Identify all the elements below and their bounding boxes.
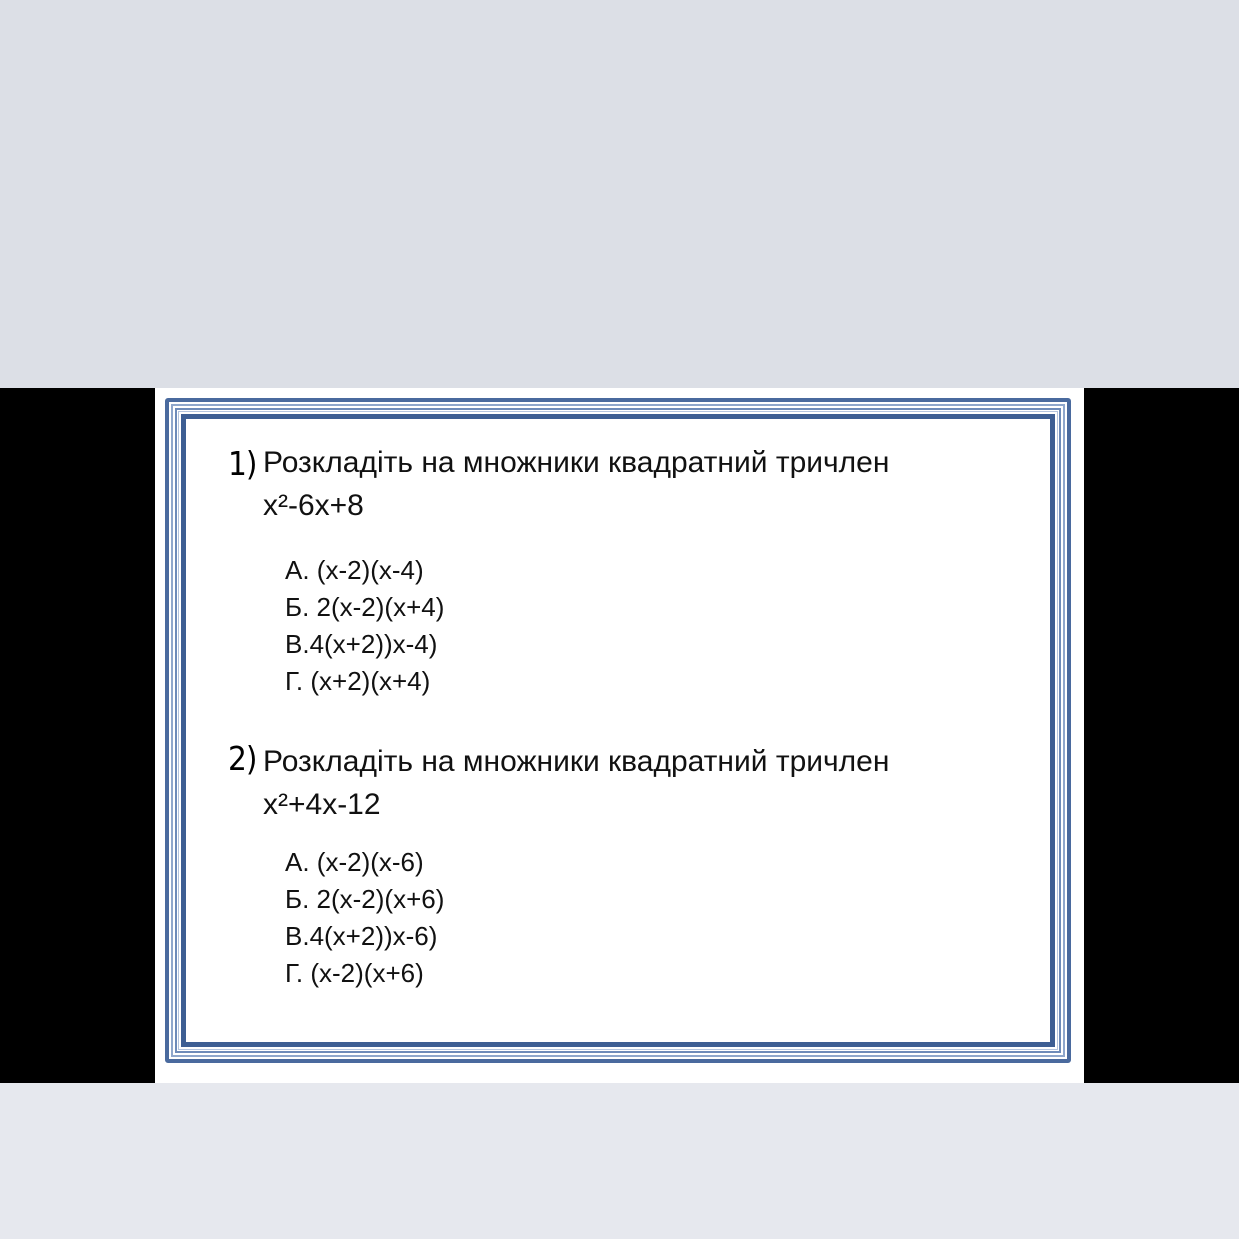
option-d: Г. (x+2)(x+4) (285, 666, 431, 696)
question-prompt: Розкладіть на множники квадратний тричлен (263, 446, 890, 479)
option-c: В.4(x+2))x-6) (285, 921, 438, 951)
option-a: А. (x-2)(x-6) (285, 847, 424, 877)
option-a: А. (x-2)(x-4) (285, 555, 424, 585)
question-number: 2) (228, 739, 257, 778)
options-list (285, 552, 444, 700)
option-b: Б. 2(x-2)(x+4) (285, 592, 445, 622)
option-b: Б. 2(x-2)(x+6) (285, 884, 445, 914)
top-background (0, 0, 1239, 388)
options-list (285, 844, 444, 992)
question-number: 1) (228, 444, 257, 483)
option-c: В.4(x+2))x-4) (285, 629, 438, 659)
question-prompt: Розкладіть на множники квадратний тричлен (263, 745, 890, 778)
question-expression: x²-6x+8 (263, 489, 364, 522)
slide (155, 388, 1084, 1083)
bottom-background (0, 1083, 1239, 1239)
question-expression: x²+4x-12 (263, 788, 381, 821)
option-d: Г. (x-2)(x+6) (285, 958, 424, 988)
